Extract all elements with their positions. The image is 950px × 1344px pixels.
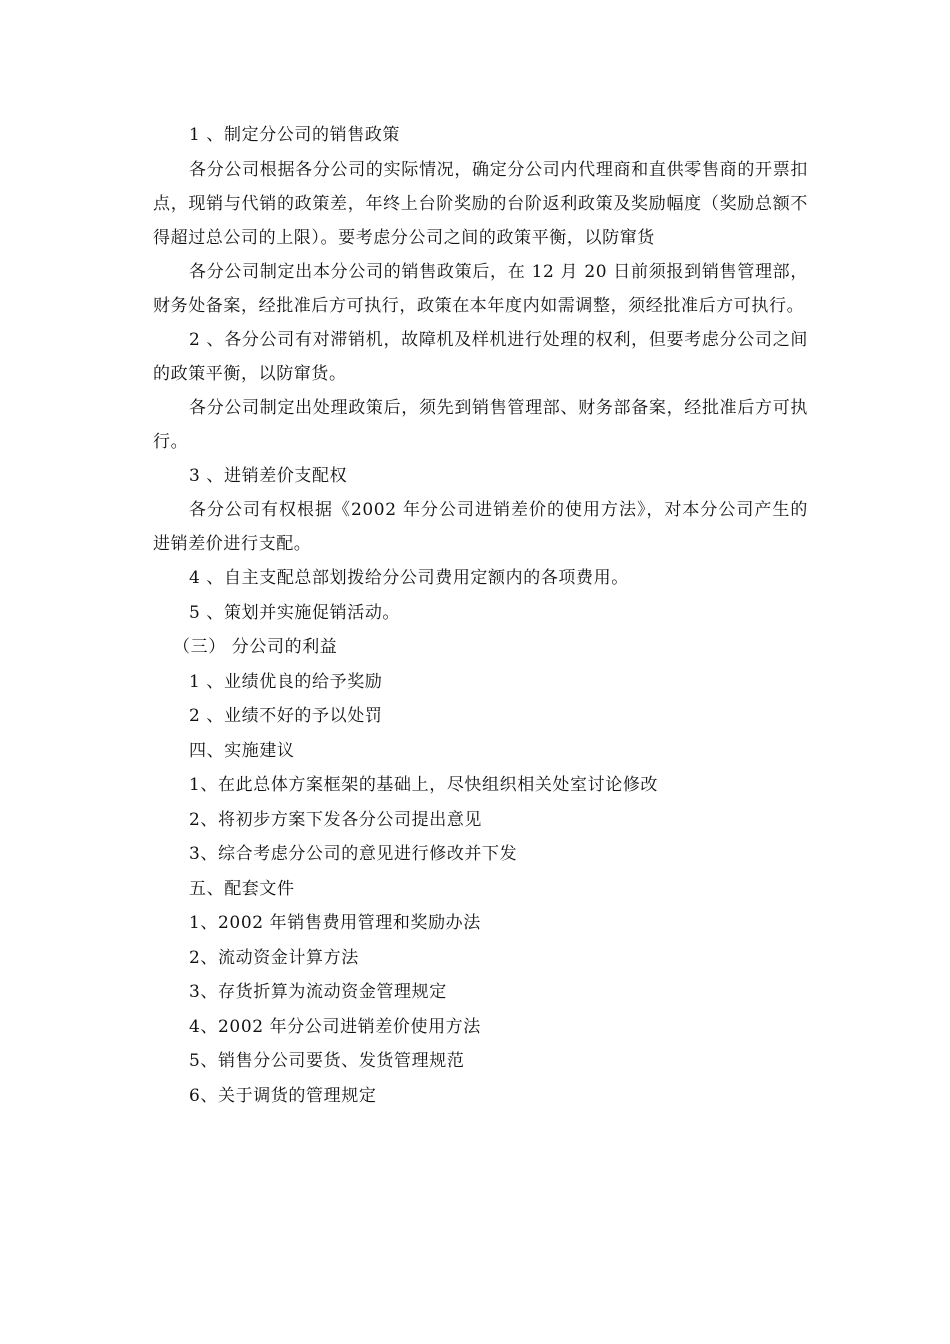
paragraph-policy-filing: 各分公司制定出本分公司的销售政策后，在 12 月 20 日前须报到销售管理部，财务处备案，经批准后方可执行，政策在本年度内如需调整，须经批准后方可执行。 <box>153 261 808 316</box>
interest-item-penalty: 2 、业绩不好的予以处罚 <box>189 706 383 726</box>
item-5-promotion: 5 、策划并实施促销活动。 <box>189 602 401 623</box>
implementation-item-1: 1、在此总体方案框架的基础上，尽快组织相关处室讨论修改 <box>189 775 659 795</box>
supporting-doc-2: 2、流动资金计算方法 <box>189 947 359 968</box>
supporting-doc-3: 3、存货折算为流动资金管理规定 <box>189 982 447 1002</box>
item-4-expense-control: 4 、自主支配总部划拨给分公司费用定额内的各项费用。 <box>189 568 629 588</box>
section-implementation-heading: 四、实施建议 <box>189 740 295 761</box>
supporting-doc-1: 1、2002 年销售费用管理和奖励办法 <box>189 913 481 933</box>
paragraph-sales-policy-detail: 各分公司根据各分公司的实际情况，确定分公司内代理商和直供零售商的开票扣点，现销与代销的政策差，年终上台阶奖励的台阶返利政策及奖励幅度（奖励总额不得超过总公司的上限）。要考虑分公司之间的政策平衡，以防窜货 <box>153 159 808 248</box>
implementation-item-3: 3、综合考虑分公司的意见进行修改并下发 <box>189 844 518 864</box>
section-branch-interests-heading: （三） 分公司的利益 <box>173 637 338 657</box>
item-3-price-margin-control: 3 、进销差价支配权 <box>189 465 348 486</box>
supporting-doc-6: 6、关于调货的管理规定 <box>189 1085 377 1106</box>
item-2-disposal-rights: 2 、各分公司有对滞销机，故障机及样机进行处理的权利，但要考虑分公司之间的政策平衡，以防窜货。 <box>153 329 808 384</box>
item-1-sales-policy: 1 、制定分公司的销售政策 <box>189 125 401 145</box>
document-body <box>153 118 808 1113</box>
implementation-item-2: 2、将初步方案下发各分公司提出意见 <box>189 809 483 830</box>
paragraph-disposal-filing: 各分公司制定出处理政策后，须先到销售管理部、财务部备案，经批准后方可执行。 <box>153 397 808 452</box>
interest-item-reward: 1 、业绩优良的给予奖励 <box>189 671 383 692</box>
paragraph-price-margin-detail: 各分公司有权根据《2002 年分公司进销差价的使用方法》，对本分公司产生的进销差价进行支配。 <box>153 500 808 554</box>
supporting-doc-4: 4、2002 年分公司进销差价使用方法 <box>189 1016 481 1037</box>
section-supporting-docs-heading: 五、配套文件 <box>189 878 295 899</box>
supporting-doc-5: 5、销售分公司要货、发货管理规范 <box>189 1051 465 1071</box>
